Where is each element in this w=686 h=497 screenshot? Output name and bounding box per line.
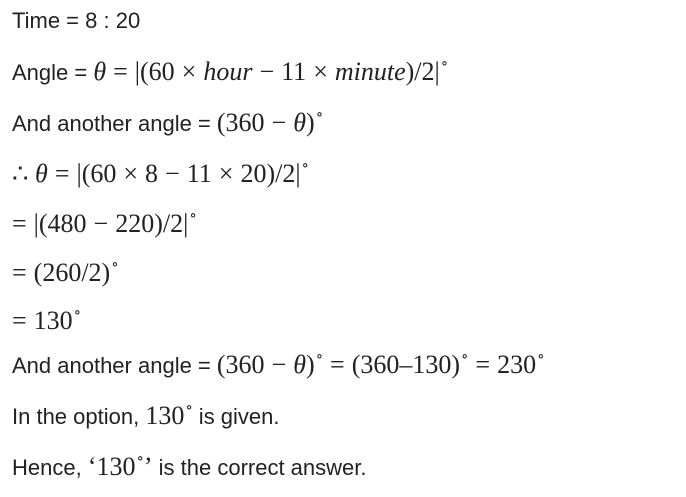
step-line-2 [12,258,119,292]
answer-line [12,452,367,486]
step-formula-3: = 130∘ [12,305,82,335]
angle-label: Angle = [12,60,94,85]
answer-prefix: Hence, [12,455,88,480]
time-text: Time = 8 : 20 [12,8,141,33]
another-angle-formula: (360 − θ)∘ [216,107,324,137]
another-angle-result-formula: (360 − θ)∘ = (360–130)∘ = 230∘ [216,349,545,379]
another-angle-label: And another angle = [12,111,217,136]
option-suffix: is given. [192,404,280,429]
step-formula-1: = |(480 − 220)/2|∘ [12,208,197,238]
time-line [12,6,140,36]
option-line [12,401,280,435]
option-value: 130∘ [145,400,193,430]
answer-suffix: is the correct answer. [152,455,367,480]
step-line-1 [12,209,197,243]
another-angle-result-label: And another angle = [12,353,217,378]
angle-formula: θ = |(60 × hour − 11 × minute)/2|∘ [93,56,449,86]
substitution-line [12,159,309,193]
angle-formula-line [12,57,448,91]
option-prefix: In the option, [12,404,146,429]
answer-value: ‘130∘’ [87,451,153,481]
step-formula-2: = (260/2)∘ [12,257,119,287]
substitution-formula: ∴ θ = |(60 × 8 − 11 × 20)/2|∘ [12,158,309,188]
another-angle-line [12,108,323,142]
step-line-3 [12,306,81,340]
another-angle-result-line [12,350,544,384]
